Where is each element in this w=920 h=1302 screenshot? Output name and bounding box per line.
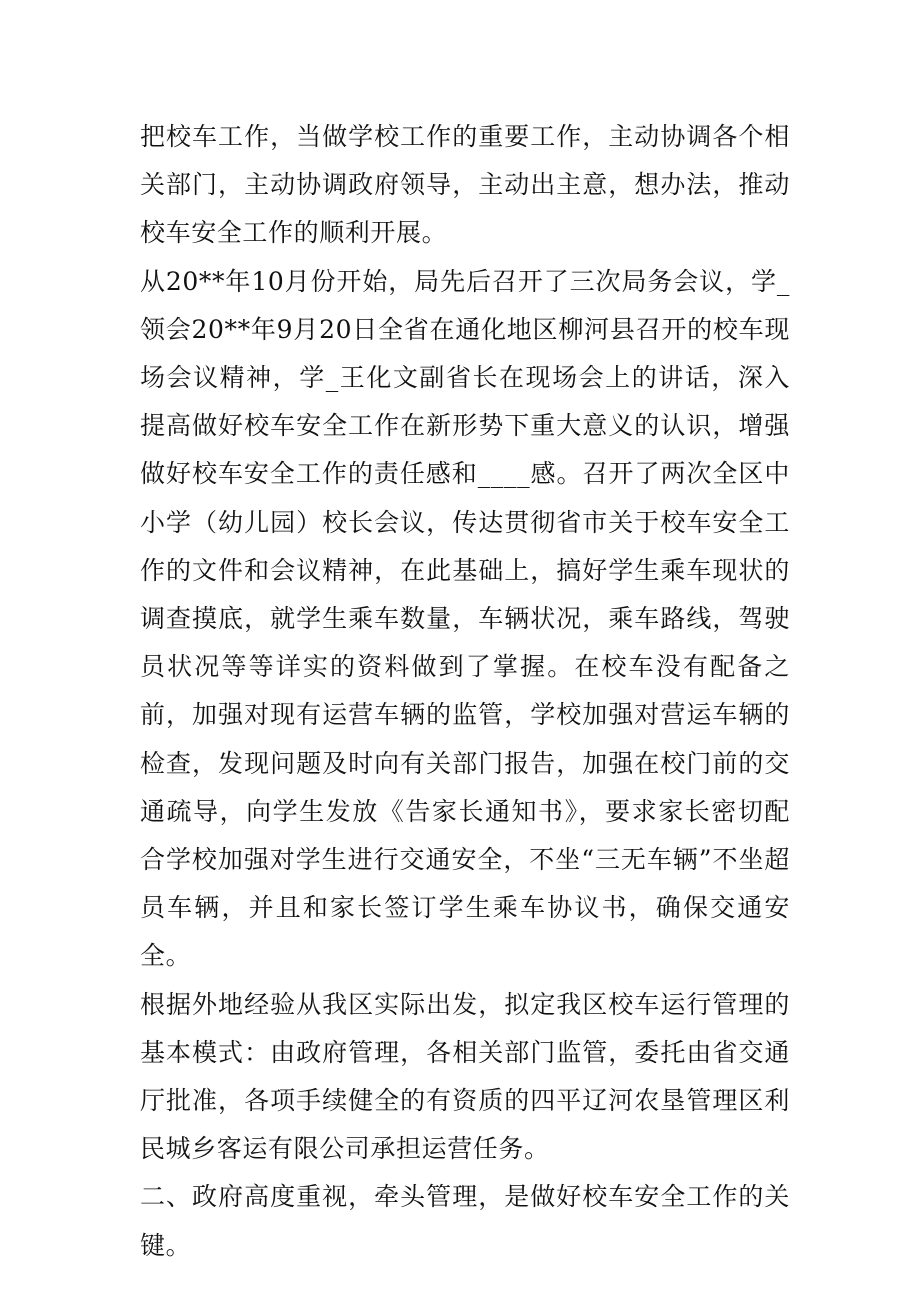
paragraph: 根据外地经验从我区实际出发，拟定我区校车运行管理的基本模式：由政府管理，各相关部门监管，委托由省交通厅批准，各项手续健全的有资质的四平辽河农垦管理区利民城乡客运有限公司承担运营任务。	[140, 989, 790, 1164]
paragraph: 从20**年10月份开始，局先后召开了三次局务会议，学_领会20**年9月20日全省在通化地区柳河县召开的校车现场会议精神，学_王化文副省长在现场会上的讲话，深入提高做好校车安全工作在新形势下重大意义的认识，增强做好校车安全工作的责任感和____感。召开了两次全区中小学（幼儿园）校长会议，传达贯彻省市关于校车安全工作的文件和会议精神，在此基础上，搞好学生乘车现状的调查摸底，就学生乘车数量，车辆状况，乘车路线，驾驶员状况等等详实的资料做到了掌握。在校车没有配备之前，加强对现有运营车辆的监管，学校加强对营运车辆的检查，发现问题及时向有关部门报告，加强在校门前的交通疏导，向学生发放《告家长通知书》，要求家长密切配合学校加强对学生进行交通安全，不坐“三无车辆”不坐超员车辆，并且和家长签订学生乘车协议书，确保交通安全。	[140, 266, 790, 971]
section-heading: 二、政府高度重视，牵头管理，是做好校车安全工作的关键。	[140, 1182, 790, 1260]
paragraph: 把校车工作，当做学校工作的重要工作，主动协调各个相关部门，主动协调政府领导，主动出主意，想办法，推动校车安全工作的顺利开展。	[140, 122, 790, 248]
document-body	[140, 113, 790, 1270]
